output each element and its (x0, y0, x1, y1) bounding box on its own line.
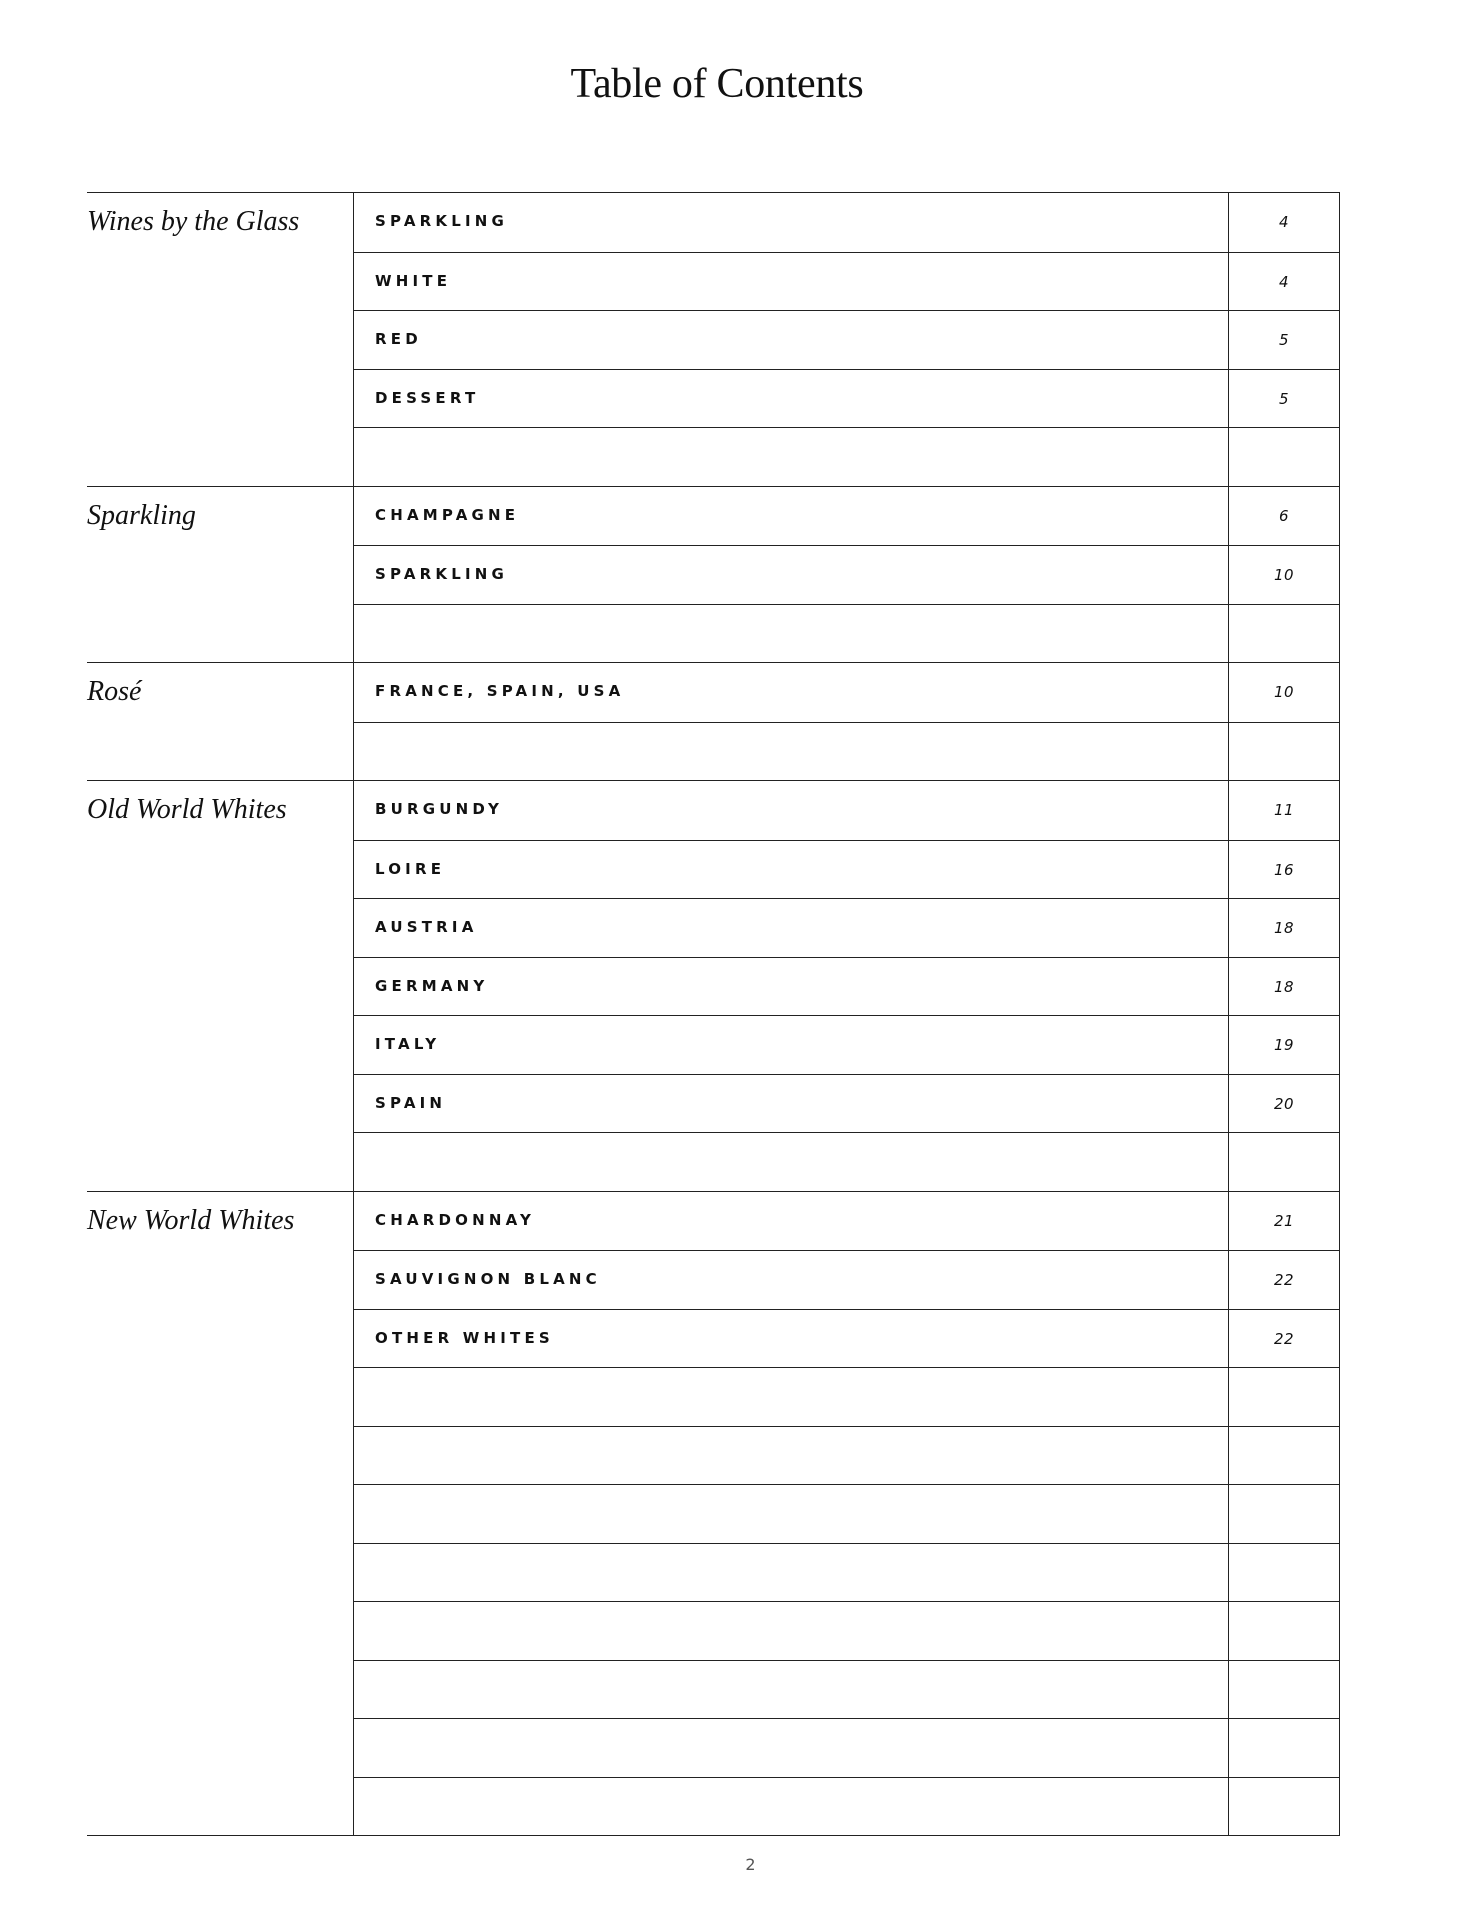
entry-label: RED (354, 311, 1229, 369)
toc-entry-row (354, 781, 1340, 840)
entry-label (354, 1544, 1229, 1602)
toc-entry-row (354, 1543, 1340, 1602)
entry-label: SPAIN (354, 1075, 1229, 1133)
page-number: 2 (745, 1855, 757, 1874)
entry-label: ITALY (354, 1016, 1229, 1074)
toc-entry-row (354, 1426, 1340, 1485)
entry-page-number: 20 (1229, 1075, 1340, 1133)
entry-page-number (1229, 1661, 1340, 1719)
entry-label: FRANCE, SPAIN, USA (354, 663, 1229, 722)
toc-entry-row (354, 1718, 1340, 1777)
toc-entry-row (354, 663, 1340, 722)
entry-label (354, 428, 1229, 486)
toc-entry-row (354, 1015, 1340, 1074)
page-title: Table of Contents (570, 61, 864, 107)
section-entries (354, 781, 1340, 1191)
entry-page-number (1229, 1602, 1340, 1660)
entry-label (354, 1661, 1229, 1719)
toc-section (87, 193, 1340, 486)
entry-label: OTHER WHITES (354, 1310, 1229, 1368)
entry-page-number: 18 (1229, 899, 1340, 957)
toc-entry-row (354, 487, 1340, 546)
toc-entry-row (354, 1484, 1340, 1543)
entry-label: GERMANY (354, 958, 1229, 1016)
entry-page-number: 22 (1229, 1251, 1340, 1309)
toc-entry-row (354, 1660, 1340, 1719)
entry-page-number: 4 (1229, 193, 1340, 252)
entry-label: DESSERT (354, 370, 1229, 428)
entry-page-number (1229, 1427, 1340, 1485)
entry-label: SPARKLING (354, 193, 1229, 252)
toc-entry-row (354, 1192, 1340, 1251)
section-entries (354, 193, 1340, 486)
toc-table (87, 192, 1340, 1836)
entry-label (354, 1427, 1229, 1485)
toc-entry-row (354, 252, 1340, 311)
entry-page-number: 21 (1229, 1192, 1340, 1251)
toc-entry-row (354, 604, 1340, 663)
entry-page-number: 16 (1229, 841, 1340, 899)
entry-page-number: 10 (1229, 663, 1340, 722)
entry-label: SPARKLING (354, 546, 1229, 604)
entry-label (354, 1485, 1229, 1543)
toc-entry-row (354, 898, 1340, 957)
entry-label (354, 723, 1229, 781)
entry-page-number: 18 (1229, 958, 1340, 1016)
section-title: Wines by the Glass (87, 193, 354, 486)
entry-page-number: 11 (1229, 781, 1340, 840)
entry-page-number (1229, 605, 1340, 663)
toc-entry-row (354, 1367, 1340, 1426)
section-entries (354, 1192, 1340, 1836)
entry-label: CHARDONNAY (354, 1192, 1229, 1251)
toc-entry-row (354, 310, 1340, 369)
toc-entry-row (354, 193, 1340, 252)
toc-entry-row (354, 1601, 1340, 1660)
entry-label (354, 1778, 1229, 1836)
section-entries (354, 487, 1340, 663)
toc-entry-row (354, 840, 1340, 899)
entry-page-number (1229, 1485, 1340, 1543)
toc-entry-row (354, 1777, 1340, 1836)
entry-page-number (1229, 1544, 1340, 1602)
entry-page-number: 6 (1229, 487, 1340, 546)
toc-entry-row (354, 545, 1340, 604)
entry-page-number (1229, 1133, 1340, 1191)
entry-page-number: 19 (1229, 1016, 1340, 1074)
toc-section (87, 780, 1340, 1191)
entry-page-number (1229, 1719, 1340, 1777)
section-title: Old World Whites (87, 781, 354, 1191)
toc-entry-row (354, 427, 1340, 486)
entry-page-number: 4 (1229, 253, 1340, 311)
entry-label (354, 605, 1229, 663)
toc-section (87, 486, 1340, 663)
toc-entry-row (354, 1309, 1340, 1368)
section-title: Sparkling (87, 487, 354, 663)
entry-label (354, 1719, 1229, 1777)
toc-section (87, 662, 1340, 780)
section-title: Rosé (87, 663, 354, 780)
section-entries (354, 663, 1340, 780)
entry-label (354, 1368, 1229, 1426)
toc-entry-row (354, 369, 1340, 428)
toc-entry-row (354, 1132, 1340, 1191)
toc-section (87, 1191, 1340, 1836)
entry-page-number: 10 (1229, 546, 1340, 604)
entry-page-number: 22 (1229, 1310, 1340, 1368)
toc-entry-row (354, 1074, 1340, 1133)
entry-page-number (1229, 1778, 1340, 1836)
entry-label: CHAMPAGNE (354, 487, 1229, 546)
entry-label: LOIRE (354, 841, 1229, 899)
entry-label: BURGUNDY (354, 781, 1229, 840)
entry-label (354, 1602, 1229, 1660)
entry-page-number: 5 (1229, 311, 1340, 369)
entry-page-number (1229, 428, 1340, 486)
entry-page-number (1229, 723, 1340, 781)
toc-entry-row (354, 1250, 1340, 1309)
toc-entry-row (354, 722, 1340, 781)
entry-page-number: 5 (1229, 370, 1340, 428)
entry-label: WHITE (354, 253, 1229, 311)
section-title: New World Whites (87, 1192, 354, 1836)
entry-label: AUSTRIA (354, 899, 1229, 957)
entry-label: SAUVIGNON BLANC (354, 1251, 1229, 1309)
entry-label (354, 1133, 1229, 1191)
entry-page-number (1229, 1368, 1340, 1426)
toc-entry-row (354, 957, 1340, 1016)
